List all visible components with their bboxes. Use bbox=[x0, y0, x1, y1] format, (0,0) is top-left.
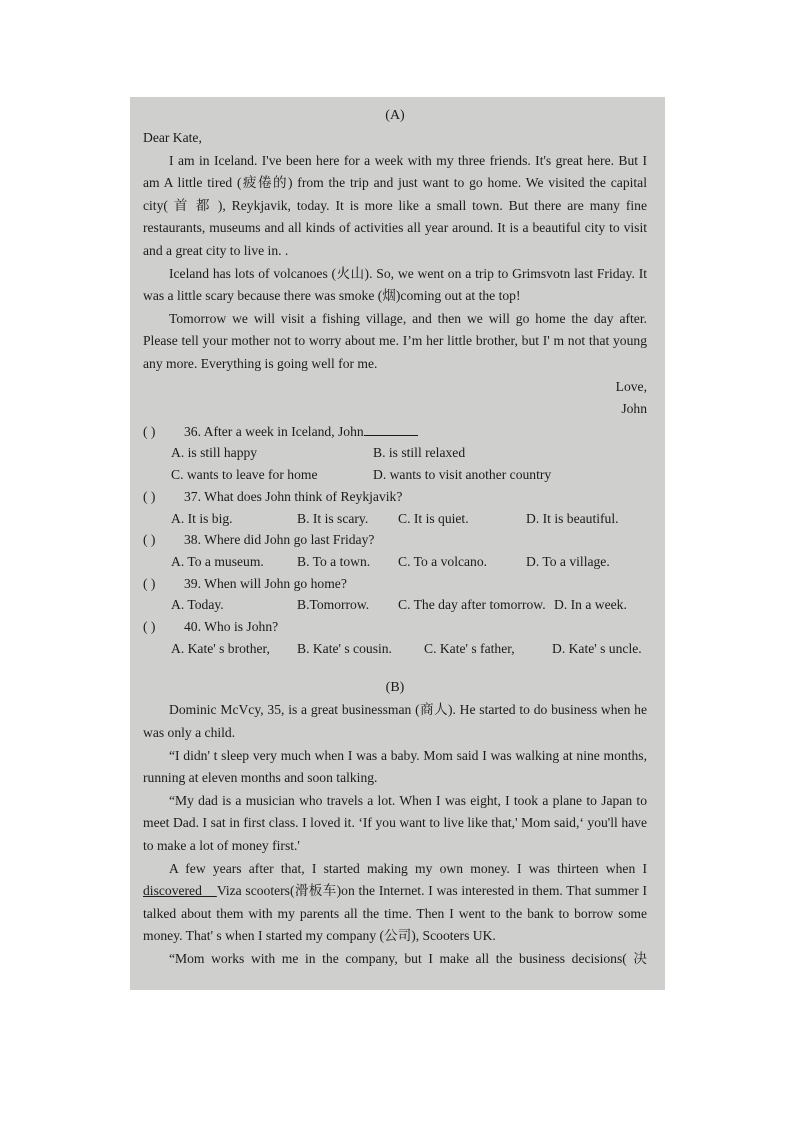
passage-line: “I didn' t sleep very much when I was a baby. Mom said I was walking at nine months, bbox=[169, 747, 647, 763]
question-stem: 37. What does John think of Reykjavik? bbox=[184, 488, 403, 504]
passage-line-mixed bbox=[143, 880, 647, 903]
options-38 bbox=[143, 551, 647, 573]
option-b: B. Kate' s cousin. bbox=[297, 640, 392, 656]
answer-bracket: ( ) bbox=[143, 575, 156, 591]
passage-line: talked about them with my parents all the time. Then I went to the bank to borrow some bbox=[143, 905, 647, 921]
option-c: C. Kate' s father, bbox=[424, 640, 515, 656]
option-b: B. is still relaxed bbox=[373, 445, 466, 461]
question-40 bbox=[143, 616, 647, 638]
option-c: C. The day after tomorrow. bbox=[398, 597, 546, 613]
answer-bracket: ( ) bbox=[143, 488, 156, 504]
letter-line: Iceland has lots of volcanoes (火山). So, we went on a trip to Grimsvotn last Friday. It bbox=[169, 265, 647, 281]
options-39 bbox=[143, 594, 647, 616]
option-a: A. To a museum. bbox=[171, 553, 264, 569]
answer-bracket: ( ) bbox=[143, 423, 156, 439]
passage-line: A few years after that, I started making my own money. I was thirteen when I bbox=[169, 860, 647, 876]
letter-line: any more. Everything is going well for me. bbox=[143, 355, 378, 371]
passage-line: was only a child. bbox=[143, 725, 236, 741]
letter-line: was a little scary because there was smoke (烟)coming out at the top! bbox=[143, 288, 521, 304]
letter-salutation: Dear Kate, bbox=[143, 130, 202, 145]
option-a: A. It is big. bbox=[171, 510, 233, 526]
options-40 bbox=[143, 638, 647, 660]
option-c: C. To a volcano. bbox=[398, 553, 488, 569]
option-d: D. In a week. bbox=[554, 597, 627, 613]
section-a-title: (A) bbox=[385, 108, 405, 123]
option-a: A. Kate' s brother, bbox=[171, 640, 270, 656]
option-b: B.Tomorrow. bbox=[297, 597, 370, 613]
option-d: D. It is beautiful. bbox=[526, 510, 619, 526]
passage-line: “My dad is a musician who travels a lot. When I was eight, I took a plane to Japan to bbox=[169, 792, 647, 808]
letter-line: Tomorrow we will visit a fishing village, and then we will go home the day after. bbox=[169, 310, 647, 326]
question-stem: 39. When will John go home? bbox=[184, 575, 347, 591]
option-c: C. It is quiet. bbox=[398, 510, 469, 526]
passage-line: “Mom works with me in the company, but I make all the business decisions( 决 bbox=[169, 950, 647, 966]
scanned-page bbox=[130, 97, 665, 990]
letter-closing: Love, bbox=[615, 378, 647, 394]
passage-line: running at eleven months and soon talking. bbox=[143, 770, 378, 786]
option-d: D. wants to visit another country bbox=[373, 467, 552, 483]
question-stem: 36. After a week in Iceland, John bbox=[184, 423, 364, 439]
question-37 bbox=[143, 486, 647, 508]
options-36-row1 bbox=[143, 442, 647, 464]
question-36 bbox=[143, 421, 647, 443]
options-37 bbox=[143, 508, 647, 530]
passage-line: to make a lot of money first.' bbox=[143, 838, 300, 854]
answer-blank bbox=[364, 421, 418, 436]
option-b: B. It is scary. bbox=[297, 510, 369, 526]
letter-line: I am in Iceland. I've been here for a week with my three friends. It's great here. But I bbox=[169, 152, 647, 168]
option-a: A. is still happy bbox=[171, 445, 258, 461]
letter-line: am A little tired (疲倦的) from the trip and just want to go home. We visited the capital bbox=[143, 175, 647, 191]
options-36-row2 bbox=[143, 464, 647, 486]
passage-line: money. That' s when I started my company (公司), Scooters UK. bbox=[143, 928, 496, 944]
answer-bracket: ( ) bbox=[143, 619, 156, 635]
passage-line: meet Dad. I sat in first class. I loved it. ‘If you want to live like that,' Mom said,‘ you'll have bbox=[143, 815, 647, 831]
question-stem: 40. Who is John? bbox=[184, 619, 279, 635]
passage-line: Dominic McVcy, 35, is a great businessman (商人). He started to do business when he bbox=[169, 702, 647, 718]
question-38 bbox=[143, 529, 647, 551]
letter-line: restaurants, museums and all kinds of activities all year around. It is a beautiful city to visit bbox=[143, 220, 647, 236]
option-d: D. Kate' s uncle. bbox=[552, 640, 642, 656]
letter-line: city( 首 都 ), Reykjavik, today. It is more like a small town. But there are many fine bbox=[143, 197, 647, 213]
underlined-word: discovered bbox=[143, 883, 202, 899]
option-d: D. To a village. bbox=[526, 553, 610, 569]
letter-line: Please tell your mother not to worry about me. I’m her little brother, but I' m not that young bbox=[143, 333, 647, 349]
option-a: A. Today. bbox=[171, 597, 224, 613]
letter-signature: John bbox=[621, 401, 647, 417]
section-b-title: (B) bbox=[385, 680, 405, 696]
question-stem: 38. Where did John go last Friday? bbox=[184, 532, 375, 548]
answer-bracket: ( ) bbox=[143, 532, 156, 548]
option-c: C. wants to leave for home bbox=[171, 467, 318, 483]
option-b: B. To a town. bbox=[297, 553, 371, 569]
letter-line: and a great city to live in. . bbox=[143, 242, 289, 258]
question-39 bbox=[143, 573, 647, 595]
passage-line-rest: Viza scooters(滑板车)on the Internet. I was interested in them. That summer I bbox=[216, 883, 648, 899]
